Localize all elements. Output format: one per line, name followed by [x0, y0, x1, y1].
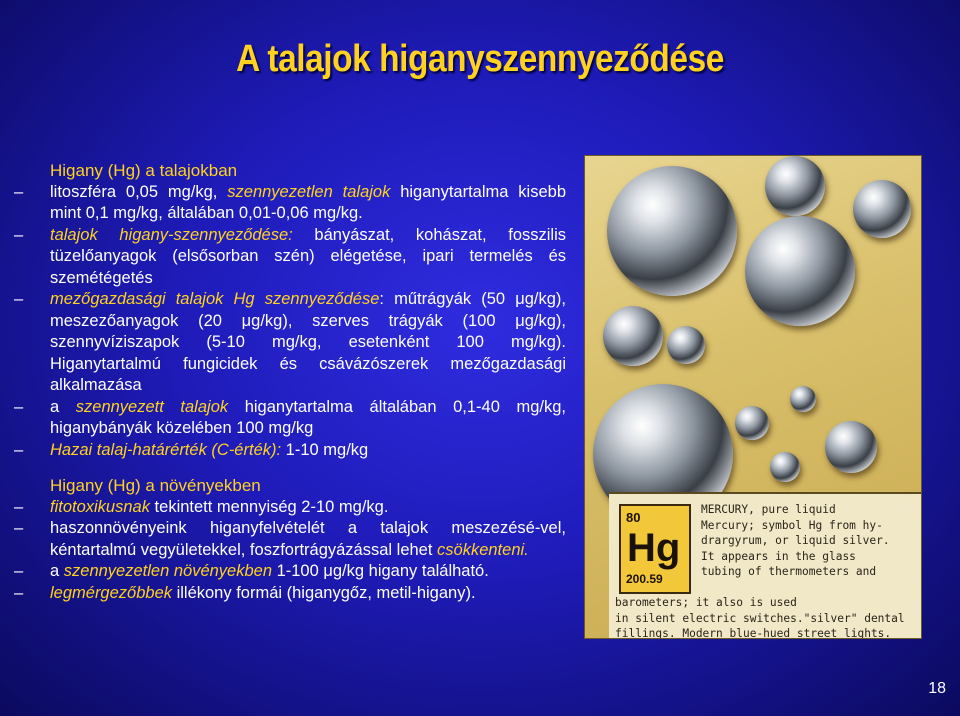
bullet-text: higanytartalma általában 0,1-40 mg/kg, higanybányák közelében 100 mg/kg [50, 397, 566, 437]
bullet-dash-icon: – [14, 182, 24, 201]
card-line: It appears in the glass [701, 549, 856, 563]
bullet-text: litoszféra 0,05 mg/kg, [50, 182, 228, 201]
mercury-droplet [790, 386, 816, 412]
highlighted-term: Hazai talaj-határérték (C-érték): [50, 440, 282, 459]
card-line: in silent electric switches."silver" dental [615, 611, 905, 625]
section-heading-plants: Higany (Hg) a növényekben [50, 476, 261, 495]
bullet-text: a [50, 562, 64, 580]
section-list-plants [14, 497, 566, 605]
bullet-text: 1-10 mg/kg [281, 440, 369, 459]
highlighted-term: szennyezetlen növényekben [63, 562, 272, 580]
bullet-item [14, 225, 566, 290]
bullet-text: bányászat, kohászat, fosszilis tüzelőanyagok (elsősorban szén) elégetése, ipari termelés és szemétégetés [50, 225, 566, 287]
card-line: fillings. Modern blue-hued street lights. [615, 627, 892, 638]
card-line: drargyrum, or liquid silver. [701, 534, 890, 547]
bullet-text: 1-100 μg/kg higany található. [272, 562, 489, 580]
card-line: tubing of thermometers and [701, 565, 877, 578]
element-mass: 200.59 [626, 572, 663, 586]
highlighted-term: legmérgezőbbek [50, 583, 172, 602]
mercury-droplet [765, 156, 825, 216]
mercury-droplet [735, 406, 769, 440]
element-tile [619, 504, 691, 594]
mercury-droplet [825, 421, 877, 473]
bullet-dash-icon: – [14, 519, 24, 537]
element-number: 80 [626, 510, 641, 525]
bullet-dash-icon: – [14, 583, 24, 602]
card-line: Mercury; symbol Hg from hy- [701, 518, 883, 532]
bullet-dash-icon: – [14, 225, 24, 244]
bullet-text: : műtrágyák (50 μg/kg), meszezőanyagok (20 μg/kg), szerves trágyák (100 μg/kg), szennyvíziszapok (5-10 mg/kg, esetenként 100 mg/kg). Higanytartalmú fungicidek és csávázószerek mezőgazdasági alkalmazása [50, 290, 566, 394]
card-line: barometers; it also is used [615, 596, 797, 609]
mercury-droplet [853, 180, 911, 238]
mercury-photo [585, 156, 921, 638]
bullet-item [14, 289, 566, 397]
highlighted-term: talajok higany-szennyeződése: [50, 225, 293, 244]
element-card [609, 492, 921, 638]
bullet-text: haszonnövényeink higanyfelvételét a talajok meszezésé-vel, kéntartalmú vegyületekkel, foszfortrágyázással lehet [50, 519, 566, 559]
mercury-droplet [745, 216, 855, 326]
mercury-droplet [667, 326, 705, 364]
highlighted-term: szennyezetlen talajok [227, 182, 391, 201]
mercury-droplet [770, 452, 800, 482]
section-heading-soil: Higany (Hg) a talajokban [50, 161, 238, 180]
highlighted-term: mezőgazdasági talajok Hg szennyeződése [50, 290, 380, 308]
bullet-item [14, 561, 566, 583]
bullet-dash-icon: – [14, 397, 24, 416]
mercury-droplet [603, 306, 663, 366]
bullet-item [14, 583, 566, 605]
bullet-text: higanytartalma kisebb mint 0,1 mg/kg, általában 0,01-0,06 mg/kg. [50, 182, 567, 222]
bullet-text: illékony formái (higanygőz, metil-higany). [172, 583, 476, 602]
bullet-dash-icon: – [14, 562, 24, 580]
bullet-dash-icon: – [14, 290, 24, 308]
mercury-droplet [607, 166, 737, 296]
element-description [701, 502, 916, 580]
element-symbol: Hg [627, 526, 681, 570]
highlighted-term: szennyezett talajok [75, 397, 229, 416]
slide-title: A talajok higanyszennyeződése [236, 38, 724, 80]
bullet-dash-icon: – [14, 440, 24, 459]
card-line: MERCURY, pure liquid [701, 503, 836, 516]
slide-content [14, 160, 566, 604]
highlighted-term: fitotoxikusnak [50, 497, 150, 516]
page-number: 18 [928, 680, 946, 697]
bullet-item [14, 518, 566, 561]
bullet-item [14, 182, 566, 225]
bullet-item [14, 440, 566, 462]
bullet-text: a [50, 397, 76, 416]
element-description-continued [615, 595, 915, 638]
bullet-text: tekintett mennyiség 2-10 mg/kg. [149, 497, 389, 516]
bullet-dash-icon: – [14, 497, 24, 516]
bullet-item [14, 397, 566, 440]
section-list-soil [14, 182, 566, 462]
bullet-item [14, 497, 566, 519]
highlighted-term: csökkenteni. [437, 540, 529, 559]
